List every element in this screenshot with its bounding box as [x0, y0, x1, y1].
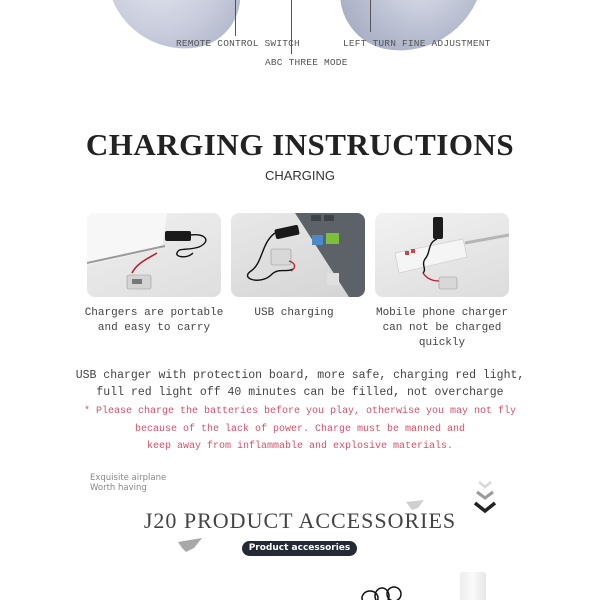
caption-mobile-phone-charger-line1: Mobile phone charger	[375, 307, 509, 319]
usb-laptop-illustration	[231, 213, 365, 297]
charging-instructions-title: CHARGING INSTRUCTIONS	[85, 127, 515, 162]
caption-mobile-phone-charger-line2: can not be charged quickly	[382, 322, 502, 349]
controller-image-section	[0, 0, 600, 80]
accessory-tube-image	[460, 572, 486, 600]
charger-with-laptop-photo	[87, 213, 221, 297]
callout-line-left-turn	[370, 0, 371, 32]
power-strip-charging-photo	[375, 213, 509, 297]
decorative-plane-icon	[178, 538, 202, 552]
charging-warning-line1: * Please charge the batteries before you play, otherwise you may not fly	[83, 406, 517, 417]
charging-description	[0, 367, 600, 401]
accessory-cable-loops-image	[360, 586, 404, 600]
callout-left-turn-fine-adjustment: LEFT TURN FINE ADJUSTMENT	[343, 38, 491, 49]
product-accessories-badge: Product accessories	[242, 541, 357, 556]
tagline-line2: Worth having	[90, 483, 147, 493]
charging-warning	[0, 403, 600, 456]
laptop-charger-illustration	[87, 213, 221, 297]
controller-left-grip-image	[103, 0, 247, 59]
controller-right-grip-image	[333, 0, 487, 61]
accessories-tagline	[90, 473, 166, 493]
callout-abc-three-mode: ABC THREE MODE	[265, 57, 348, 68]
caption-portable-chargers-line2: and easy to carry	[97, 322, 211, 334]
product-accessories-title: J20 PRODUCT ACCESSORIES	[143, 508, 457, 533]
charging-description-line1: USB charger with protection board, more safe, charging red light,	[75, 369, 525, 382]
charging-warning-line3: keep away from inflammable and explosive materials.	[146, 441, 454, 452]
tagline-line1: Exquisite airplane	[90, 473, 167, 483]
charging-subtitle: CHARGING	[264, 168, 336, 183]
usb-charging-photo	[231, 213, 365, 297]
charging-warning-line2: because of the lack of power. Charge must be manned and	[134, 423, 466, 435]
caption-portable-chargers-line1: Chargers are portable	[84, 307, 224, 319]
callout-line-remote-switch	[235, 0, 236, 36]
power-strip-illustration	[375, 213, 509, 297]
caption-usb-charging-line1: USB charging	[254, 307, 334, 319]
callout-remote-control-switch: REMOTE CONTROL SWITCH	[176, 38, 300, 49]
caption-portable-chargers	[79, 306, 229, 336]
caption-usb-charging	[219, 306, 369, 321]
caption-mobile-phone-charger	[357, 306, 527, 351]
charging-description-line2: full red light off 40 minutes can be filled, not overcharge	[96, 386, 504, 399]
